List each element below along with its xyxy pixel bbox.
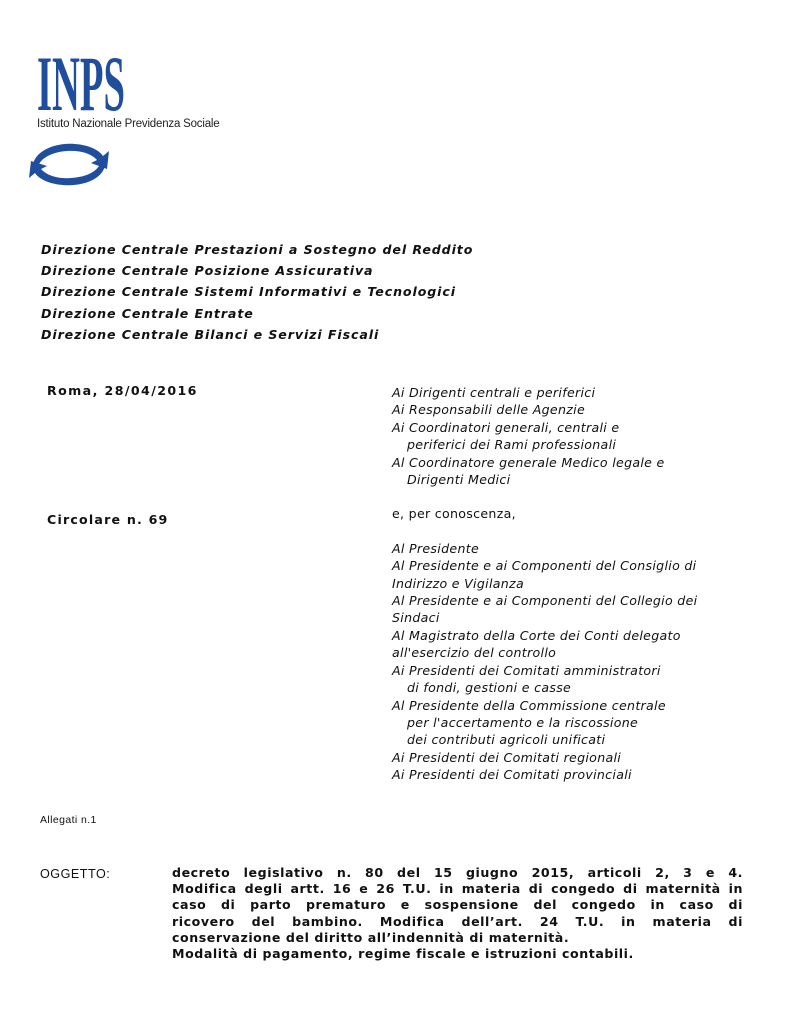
directorates-list [41, 239, 473, 345]
recipient-line: periferici dei Rami professionali [407, 437, 617, 453]
directorate-line: Direzione Centrale Sistemi Informativi e Tecnologici [41, 284, 456, 300]
recipient-line: di fondi, gestioni e casse [407, 680, 572, 696]
recipient-line: Al Presidente e ai Componenti del Collegio dei [392, 593, 698, 609]
place-date: Roma, 28/04/2016 [47, 383, 198, 398]
recipient-line: Sindaci [392, 610, 440, 626]
recipient-line: Al Presidente della Commissione centrale [392, 697, 666, 713]
subject-label: OGGETTO: [40, 867, 111, 881]
directorate-line: Direzione Centrale Posizione Assicurativa [41, 263, 374, 279]
recipient-line: Al Coordinatore generale Medico legale e [392, 454, 665, 470]
circular-arrows-icon [27, 139, 111, 189]
subject-line: caso di parto prematuro e sospensione del congedo in caso di [172, 897, 743, 913]
subject-body [172, 865, 743, 962]
directorate-line: Direzione Centrale Bilanci e Servizi Fiscali [41, 326, 380, 342]
directorate-line: Direzione Centrale Prestazioni a Sostegno del Reddito [41, 242, 474, 257]
subject-line: decreto legislativo n. 80 del 15 giugno 2015, articoli 2, 3 e 4. [172, 865, 743, 880]
recipient-line: Ai Presidenti dei Comitati amministratori [392, 662, 661, 678]
inps-logo-text: INPS [37, 42, 125, 112]
recipient-line: Al Presidente [392, 540, 480, 556]
directorate-line: Direzione Centrale Entrate [41, 305, 254, 321]
subject-line: Modalità di pagamento, regime fiscale e istruzioni contabili. [172, 946, 634, 962]
recipient-line: per l'accertamento e la riscossione [407, 714, 639, 730]
recipient-line: Ai Coordinatori generali, centrali e [392, 419, 620, 435]
recipient-line: Dirigenti Medici [407, 472, 511, 488]
recipient-line: Ai Presidenti dei Comitati regionali [392, 749, 622, 765]
recipient-line: Ai Presidenti dei Comitati provinciali [392, 767, 632, 783]
inps-logo [37, 42, 127, 112]
recipient-line: Ai Responsabili delle Agenzie [392, 402, 586, 418]
subject-line: conservazione del diritto all’indennità di maternità. [172, 929, 570, 945]
subject-line: Modifica degli artt. 16 e 26 T.U. in materia di congedo di maternità in [172, 881, 743, 897]
circolare-number: Circolare n. 69 [47, 512, 169, 527]
recipient-line: Al Presidente e ai Componenti del Consiglio di [392, 558, 697, 574]
recipient-line: Ai Dirigenti centrali e periferici [392, 385, 596, 400]
recipient-line: Al Magistrato della Corte dei Conti delegato [392, 627, 681, 643]
recipient-line: all'esercizio del controllo [392, 645, 557, 661]
subject-line: ricovero del bambino. Modifica dell’art. 24 T.U. in materia di [172, 913, 743, 929]
logo-subtitle: Istituto Nazionale Previdenza Sociale [37, 118, 220, 130]
cc-label: e, per conoscenza, [392, 506, 516, 522]
recipient-line: dei contributi agricoli unificati [407, 732, 606, 748]
recipients-block [392, 384, 752, 784]
attachments-note: Allegati n.1 [40, 814, 97, 826]
recipient-line: Indirizzo e Vigilanza [392, 575, 524, 591]
